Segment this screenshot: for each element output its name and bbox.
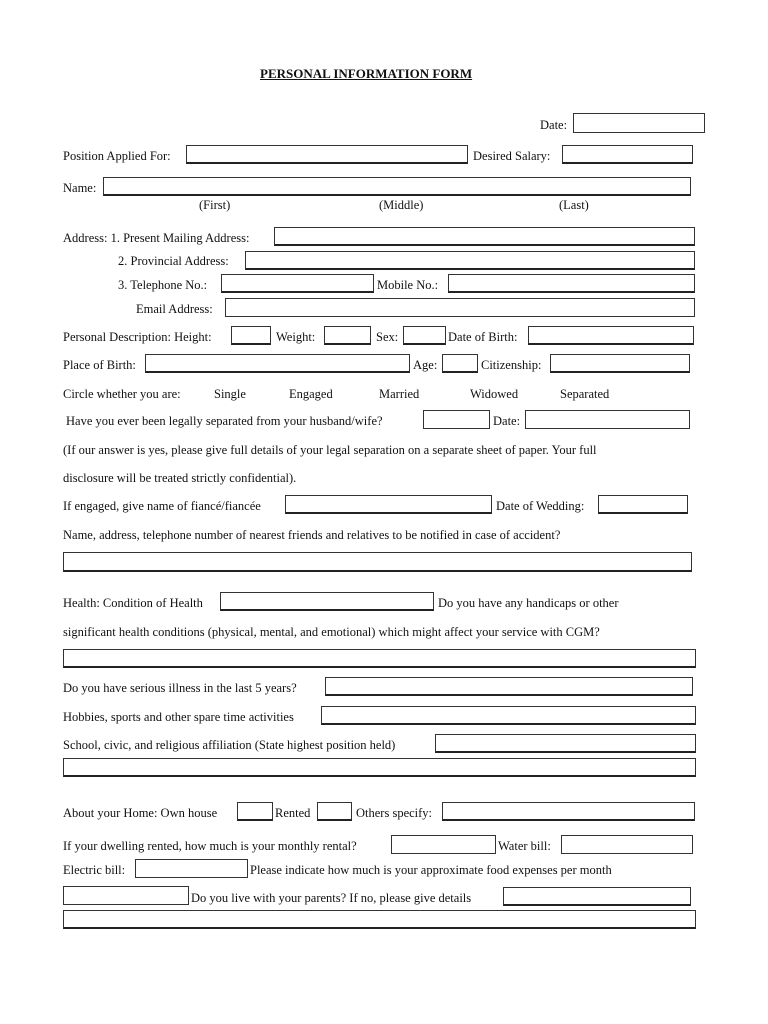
sex-field[interactable]: [403, 326, 446, 345]
age-field[interactable]: [442, 354, 478, 373]
own-house-field[interactable]: [237, 802, 273, 821]
civil-status-married[interactable]: Married: [379, 387, 420, 401]
illness-label: Do you have serious illness in the last 5 years?: [63, 681, 297, 695]
parents-label: Do you live with your parents? If no, please give details: [191, 891, 472, 905]
separation-note-2: disclosure will be treated strictly confidential).: [63, 471, 297, 485]
email-label: Email Address:: [136, 302, 213, 316]
electric-bill-label: Electric bill:: [63, 863, 126, 877]
separated-date-field[interactable]: [525, 410, 690, 429]
name-last-label: (Last): [559, 198, 589, 212]
affiliation-field-2[interactable]: [63, 758, 696, 777]
civil-status-widowed[interactable]: Widowed: [470, 387, 519, 401]
mobile-label: Mobile No.:: [377, 278, 439, 292]
health-field[interactable]: [220, 592, 434, 611]
handicap-label-1: Do you have any handicaps or other: [438, 596, 619, 610]
name-field[interactable]: [103, 177, 691, 196]
provincial-address-label: 2. Provincial Address:: [118, 254, 229, 268]
dob-field[interactable]: [528, 326, 694, 345]
civil-status-engaged[interactable]: Engaged: [289, 387, 333, 401]
weight-field[interactable]: [324, 326, 371, 345]
affiliation-field[interactable]: [435, 734, 696, 753]
hobbies-field[interactable]: [321, 706, 696, 725]
nearest-contact-label: Name, address, telephone number of nearest friends and relatives to be notified in case of accident?: [63, 528, 561, 542]
civil-status-separated[interactable]: Separated: [560, 387, 610, 401]
mobile-field[interactable]: [448, 274, 695, 293]
name-label: Name:: [63, 181, 97, 195]
height-field[interactable]: [231, 326, 271, 345]
rental-label: If your dwelling rented, how much is your monthly rental?: [63, 839, 357, 853]
civil-status-single[interactable]: Single: [214, 387, 246, 401]
telephone-label: 3. Telephone No.:: [118, 278, 208, 292]
rented-field[interactable]: [317, 802, 352, 821]
rented-label: Rented: [275, 806, 311, 820]
food-expense-field[interactable]: [63, 886, 189, 905]
hobbies-label: Hobbies, sports and other spare time activities: [63, 710, 294, 724]
telephone-field[interactable]: [221, 274, 374, 293]
email-field[interactable]: [225, 298, 695, 317]
name-first-label: (First): [199, 198, 231, 212]
sex-label: Sex:: [376, 330, 399, 344]
others-label: Others specify:: [356, 806, 433, 820]
date-label: Date:: [540, 118, 568, 132]
citizenship-label: Citizenship:: [481, 358, 542, 372]
pob-field[interactable]: [145, 354, 410, 373]
desired-salary-field[interactable]: [562, 145, 693, 164]
rental-field[interactable]: [391, 835, 496, 854]
separated-question: Have you ever been legally separated from your husband/wife?: [66, 414, 383, 428]
handicap-field[interactable]: [63, 649, 696, 668]
pob-label: Place of Birth:: [63, 358, 136, 372]
separated-date-label: Date:: [493, 414, 521, 428]
height-label: Personal Description: Height:: [63, 330, 212, 344]
affiliation-label: School, civic, and religious affiliation (State highest position held): [63, 738, 396, 752]
electric-bill-field[interactable]: [135, 859, 248, 878]
water-bill-label: Water bill:: [498, 839, 551, 853]
nearest-contact-field[interactable]: [63, 552, 692, 572]
food-expense-label: Please indicate how much is your approximate food expenses per month: [250, 863, 612, 877]
mailing-address-field[interactable]: [274, 227, 695, 246]
parents-details-field[interactable]: [63, 910, 696, 929]
name-middle-label: (Middle): [379, 198, 424, 212]
fiance-field[interactable]: [285, 495, 492, 514]
provincial-address-field[interactable]: [245, 251, 695, 270]
wedding-date-field[interactable]: [598, 495, 688, 514]
citizenship-field[interactable]: [550, 354, 690, 373]
address-label: Address: 1. Present Mailing Address:: [63, 231, 250, 245]
weight-label: Weight:: [276, 330, 316, 344]
desired-salary-label: Desired Salary:: [473, 149, 551, 163]
separated-answer-field[interactable]: [423, 410, 490, 429]
handicap-label-2: significant health conditions (physical, mental, and emotional) which might affect your service with CGM?: [63, 625, 600, 639]
home-label: About your Home: Own house: [63, 806, 218, 820]
form-title: PERSONAL INFORMATION FORM: [260, 66, 473, 81]
wedding-date-label: Date of Wedding:: [496, 499, 585, 513]
dob-label: Date of Birth:: [448, 330, 518, 344]
position-field[interactable]: [186, 145, 468, 164]
health-label: Health: Condition of Health: [63, 596, 203, 610]
illness-field[interactable]: [325, 677, 693, 696]
age-label: Age:: [413, 358, 438, 372]
others-field[interactable]: [442, 802, 695, 821]
fiance-label: If engaged, give name of fiancé/fiancée: [63, 499, 261, 513]
water-bill-field[interactable]: [561, 835, 693, 854]
civil-status-label: Circle whether you are:: [63, 387, 181, 401]
position-label: Position Applied For:: [63, 149, 171, 163]
parents-field[interactable]: [503, 887, 691, 906]
separation-note-1: (If our answer is yes, please give full details of your legal separation on a separate sheet of paper. Your full: [63, 443, 597, 457]
date-field[interactable]: [573, 113, 705, 133]
